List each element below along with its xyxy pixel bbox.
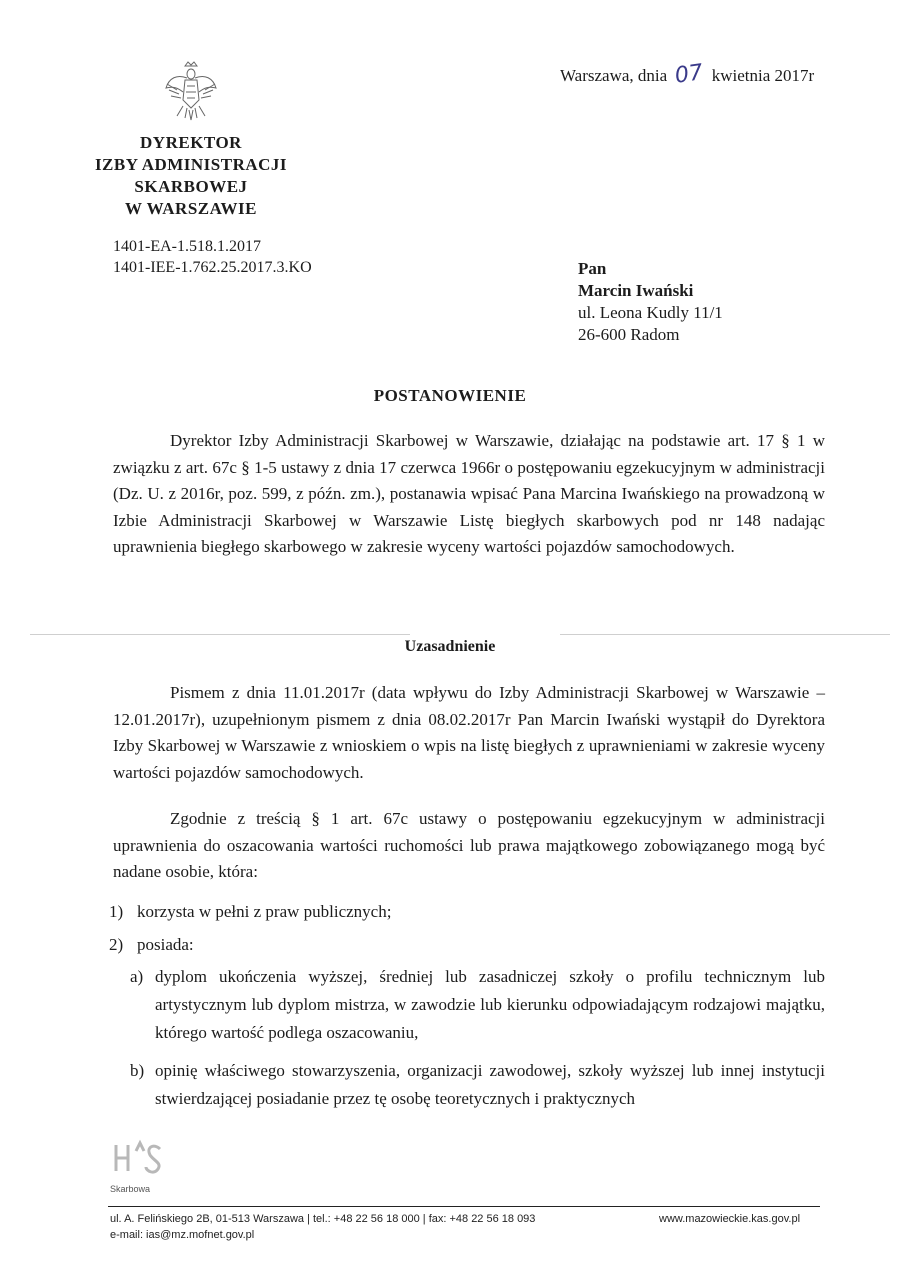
document-title: POSTANOWIENIE xyxy=(373,386,527,405)
kas-logo-icon xyxy=(110,1137,170,1177)
subcondition-label: b) xyxy=(130,1061,145,1080)
issuer-line: SKARBOWEJ xyxy=(134,177,248,196)
logo-caption: Skarbowa xyxy=(110,1184,151,1194)
justification-paragraph-1 xyxy=(113,680,825,786)
reference-number: 1401-IEE-1.762.25.2017.3.KO xyxy=(113,259,312,276)
list-item xyxy=(109,932,825,959)
date-prefix: Warszawa, dnia xyxy=(560,66,668,85)
polish-eagle-emblem-icon xyxy=(163,60,219,124)
subcondition-text: dyplom ukończenia wyższej, średniej lub zasadniczej szkoły o profilu technicznym lub artystycznym lub dyplom mistrza, w zawodzie lub kierunku odpowiadającym rodzajowi majątku, którego wartość podlega oszacowaniu, xyxy=(155,967,825,1042)
justification-text-2: Zgodnie z treścią § 1 art. 67c ustawy o postępowaniu egzekucyjnym w administracji uprawnienia do oszacowania wartości ruchomości lub prawa majątkowego zobowiązanego mogą być nadane osobie, która: xyxy=(113,809,825,881)
date-suffix: kwietnia 2017r xyxy=(711,66,815,85)
list-item-number: 2) xyxy=(109,934,124,954)
subcondition-item xyxy=(130,1057,825,1113)
footer-website: www.mazowieckie.kas.gov.pl xyxy=(659,1213,801,1225)
recipient-city: 26-600 Radom xyxy=(578,325,680,344)
issuer-line: IZBY ADMINISTRACJI xyxy=(94,155,288,174)
justification-text-1: Pismem z dnia 11.01.2017r (data wpływu do Izby Administracji Skarbowej w Warszawie – 12.01.2017r), uzupełnionym pismem z dnia 08.02.2017r Pan Marcin Iwański wystąpił do Dyrektora Izby Skarbowej w Warszawie z wnioskiem o wpis na listę biegłych z uprawnieniami w zakresie wyceny wartości pojazdów samochodowych. xyxy=(113,683,825,782)
issuer-line: DYREKTOR xyxy=(140,133,242,152)
issuer-line: W WARSZAWIE xyxy=(125,199,257,218)
list-item-text: posiada: xyxy=(137,934,194,954)
recipient-name: Marcin Iwański xyxy=(578,281,694,300)
recipient-salutation: Pan xyxy=(578,259,607,278)
recipient-address xyxy=(578,258,723,346)
recipient-street: ul. Leona Kudly 11/1 xyxy=(578,303,723,322)
decision-text: Dyrektor Izby Administracji Skarbowej w Warszawie, działając na podstawie art. 17 § 1 w związku z art. 67c § 1-5 ustawy z dnia 17 czerwca 1966r o postępowaniu egzekucyjnym w administracji (Dz. U. z 2016r, poz. 599, z późn. zm.), postanawia wpisać Pana Marcina Iwańskiego na prowadzoną w Izbie Administracji Skarbowej w Warszawie Listę biegłych skarbowych pod nr 148 nadając uprawnienia biegłego skarbowego w zakresie wyceny wartości pojazdów samochodowych. xyxy=(113,431,825,556)
subcondition-item xyxy=(130,963,825,1047)
list-item-number: 1) xyxy=(109,902,124,921)
reference-number: 1401-EA-1.518.1.2017 xyxy=(113,238,261,255)
scan-artifact-line xyxy=(30,634,410,635)
justification-title: Uzasadnienie xyxy=(404,638,496,655)
conditions-list xyxy=(109,899,825,958)
handwritten-day: 07 xyxy=(673,60,706,89)
justification-paragraph-2 xyxy=(113,806,825,886)
list-item-text: korzysta w pełni z praw publicznych; xyxy=(137,902,392,921)
footer-divider xyxy=(108,1206,820,1207)
footer-email: e-mail: ias@mz.mofnet.gov.pl xyxy=(110,1229,255,1241)
list-item xyxy=(109,899,825,926)
subcondition-label: a) xyxy=(130,967,144,986)
date-line xyxy=(560,62,814,87)
reference-numbers xyxy=(113,236,312,278)
subcondition-text: opinię właściwego stowarzyszenia, organizacji zawodowej, szkoły wyższej lub innej instytucji stwierdzającej posiadanie przez tę osobę teoretycznych i praktycznych xyxy=(155,1061,825,1108)
footer-address: ul. A. Felińskiego 2B, 01-513 Warszawa | tel.: +48 22 56 18 000 | fax: +48 22 56 18 093 xyxy=(110,1213,536,1225)
decision-paragraph xyxy=(113,428,825,561)
scan-artifact-line xyxy=(560,634,890,635)
issuer-heading xyxy=(86,132,296,220)
